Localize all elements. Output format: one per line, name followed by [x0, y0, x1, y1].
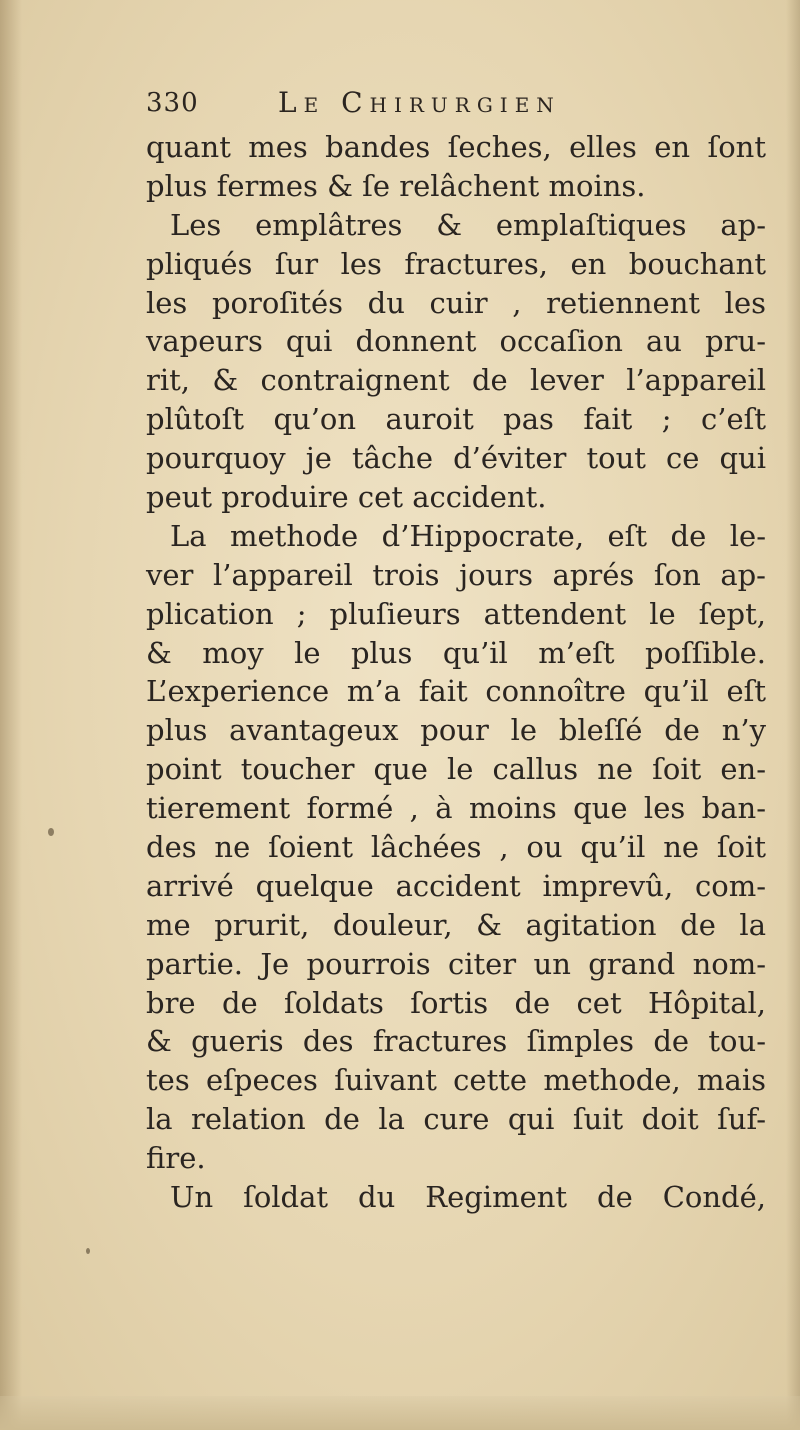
ink-speck [48, 828, 54, 836]
body-text [146, 128, 766, 1217]
text-line: des ne ſoient lâchées , ou qu’il ne ſoit [146, 830, 766, 865]
text-line: ver l’appareil trois jours aprés ſon ap- [146, 557, 766, 592]
text-line: la relation de la cure qui ſuit doit ſuf- [146, 1102, 766, 1137]
ink-speck [86, 1248, 90, 1254]
text-line: pliqués ſur les fractures, en bouchant [146, 246, 766, 281]
text-line: L’experience m’a fait connoître qu’il eſt [146, 674, 766, 709]
page-number: 330 [146, 88, 199, 118]
text-line: plus fermes & ſe relâchent moins. [146, 168, 646, 203]
text-line: tes eſpeces ſuivant cette methode, mais [146, 1063, 766, 1098]
text-line: tierement formé , à moins que les ban- [146, 791, 766, 826]
spine-shadow [0, 0, 22, 1430]
text-line: La methode d’Hippocrate, eſt de le- [170, 518, 766, 553]
text-line: Un ſoldat du Regiment de Condé, [170, 1180, 766, 1215]
text-line: les poroſités du cuir , retiennent les [146, 285, 766, 320]
text-line: plûtoſt qu’on auroit pas fait ; c’eſt [146, 402, 766, 437]
text-line: plus avantageux pour le bleſſé de n’y [146, 713, 766, 748]
text-line: me prurit, douleur, & agitation de la [146, 907, 766, 942]
text-line: partie. Je pourrois citer un grand nom- [146, 946, 766, 981]
text-line: point toucher que le callus ne ſoit en- [146, 752, 766, 787]
text-line: arrivé quelque accident imprevû, com- [146, 868, 766, 903]
page-header [146, 82, 766, 126]
text-line: Les emplâtres & emplaſtiques ap- [170, 207, 766, 242]
text-line: rit, & contraignent de lever l’appareil [146, 363, 766, 398]
text-line: pourquoy je tâche d’éviter tout ce qui [146, 441, 766, 476]
page-bottom-margin [0, 1396, 800, 1430]
text-line: fire. [146, 1141, 206, 1176]
text-line: vapeurs qui donnent occaſion au pru- [146, 324, 766, 359]
text-line: quant mes bandes ſeches, elles en ſont [146, 130, 766, 164]
text-line: & gueris des fractures ſimples de tou- [146, 1024, 766, 1059]
text-line: & moy le plus qu’il m’eſt poſſible. [146, 635, 766, 670]
text-line: peut produire cet accident. [146, 480, 547, 515]
text-line: plication ; pluſieurs attendent le ſept, [146, 596, 766, 631]
running-title: Le Chirurgien [278, 86, 561, 119]
page-edge [786, 0, 800, 1430]
text-line: bre de ſoldats ſortis de cet Hôpital, [146, 985, 766, 1020]
